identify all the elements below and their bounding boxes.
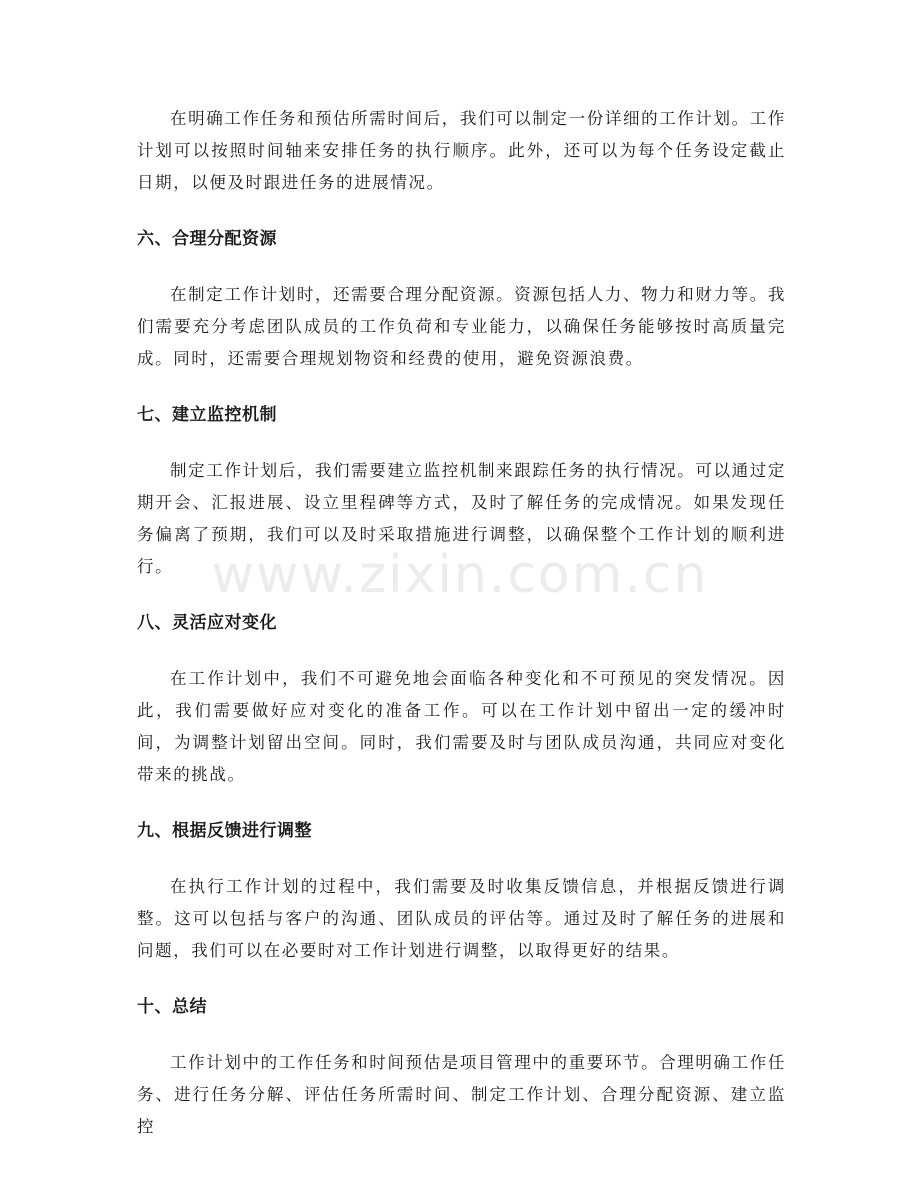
paragraph-adjust-by-feedback: 在执行工作计划的过程中，我们需要及时收集反馈信息，并根据反馈进行调整。这可以包括与客户的沟通、团队成员的评估等。通过及时了解任务的进展和问题，我们可以在必要时对工作计划进行调整，以取得更好的结果。: [137, 877, 786, 960]
watermark-text: www.zixin.com.cn: [211, 545, 709, 605]
heading-adjust-by-feedback: 九、根据反馈进行调整: [137, 821, 312, 841]
paragraph-summary: 工作计划中的工作任务和时间预估是项目管理中的重要环节。合理明确工作任务、进行任务分解、评估任务所需时间、制定工作计划、合理分配资源、建立监控: [137, 1053, 786, 1136]
paragraph-respond-to-change: 在工作计划中，我们不可避免地会面临各种变化和不可预见的突发情况。因此，我们需要做好应对变化的准备工作。可以在工作计划中留出一定的缓冲时间，为调整计划留出空间。同时，我们需要及时与团队成员沟通，共同应对变化带来的挑战。: [137, 669, 786, 784]
paragraph-monitoring-mechanism: 制定工作计划后，我们需要建立监控机制来跟踪任务的执行情况。可以通过定期开会、汇报进展、设立里程碑等方式，及时了解任务的完成情况。如果发现任务偏离了预期，我们可以及时采取措施进行调整，以确保整个工作计划的顺利进行。: [137, 461, 786, 576]
heading-summary: 十、总结: [137, 997, 207, 1017]
paragraph-allocate-resources: 在制定工作计划时，还需要合理分配资源。资源包括人力、物力和财力等。我们需要充分考虑团队成员的工作负荷和专业能力，以确保任务能够按时高质量完成。同时，还需要合理规划物资和经费的使用，避免资源浪费。: [137, 285, 786, 368]
paragraph-plan-intro: 在明确工作任务和预估所需时间后，我们可以制定一份详细的工作计划。工作计划可以按照时间轴来安排任务的执行顺序。此外，还可以为每个任务设定截止日期，以便及时跟进任务的进展情况。: [137, 109, 786, 192]
heading-respond-to-change: 八、灵活应对变化: [137, 613, 277, 633]
heading-allocate-resources: 六、合理分配资源: [137, 229, 277, 249]
heading-monitoring-mechanism: 七、建立监控机制: [137, 405, 277, 425]
